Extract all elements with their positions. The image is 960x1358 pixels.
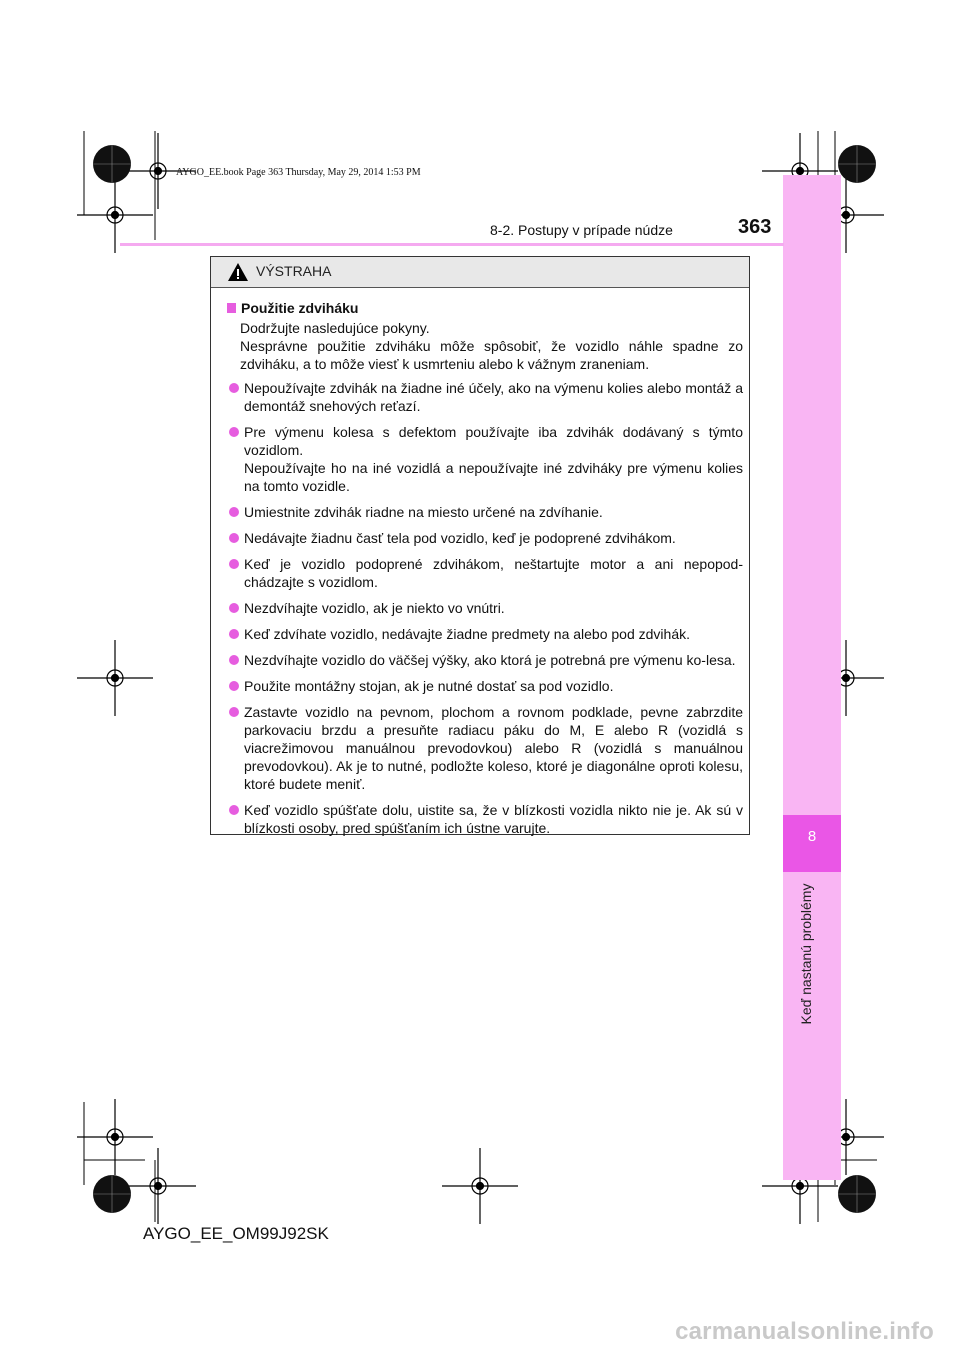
chapter-number: 8 bbox=[807, 828, 817, 845]
bullet-item: Pre výmenu kolesa s defektom používajte iba zdvihák dodávaný s týmto vozidlom. Nepoužívajte ho na iné vozidlá a nepoužívajte iné zdviháky pre výmenu kolies na tomto vozidle. bbox=[227, 423, 743, 495]
warning-box bbox=[210, 256, 750, 835]
chapter-label: Keď nastanú problémy bbox=[798, 883, 814, 1025]
bullet-dot-icon bbox=[229, 707, 239, 717]
footer-code: AYGO_EE_OM99J92SK bbox=[143, 1224, 329, 1243]
bullet-dot-icon bbox=[229, 629, 239, 639]
book-info: AYGO_EE.book Page 363 Thursday, May 29, 2014 1:53 PM bbox=[176, 167, 421, 178]
intro-paragraph: Nesprávne použitie zdviháku môže spôsobiť, že vozidlo náhle spadne zo zdviháku, a to môže viesť k usmrteniu alebo k vážnym zraneniam. bbox=[240, 338, 743, 372]
bullet-item: Keď zdvíhate vozidlo, nedávajte žiadne predmety na alebo pod zdvihák. bbox=[227, 625, 743, 643]
bullet-item: Nezdvíhajte vozidlo, ak je niekto vo vnútri. bbox=[227, 599, 743, 617]
bullet-dot-icon bbox=[229, 655, 239, 665]
bullet-item: Umiestnite zdvihák riadne na miesto určené na zdvíhanie. bbox=[227, 503, 743, 521]
bullet-item: Použite montážny stojan, ak je nutné dostať sa pod vozidlo. bbox=[227, 677, 743, 695]
bullet-item: Nezdvíhajte vozidlo do väčšej výšky, ako ktorá je potrebná pre výmenu ko-lesa. bbox=[227, 651, 743, 669]
warning-title: VÝSTRAHA bbox=[256, 263, 332, 279]
bullet-item: Keď je vozidlo podoprené zdvihákom, neštartujte motor a ani nepopod-chádzajte s vozidlom. bbox=[227, 555, 743, 591]
bullet-dot-icon bbox=[229, 427, 239, 437]
bullet-dot-icon bbox=[229, 681, 239, 691]
warning-icon bbox=[227, 262, 249, 282]
intro-line: Dodržujte nasledujúce pokyny. bbox=[240, 320, 430, 336]
bullet-item: Zastavte vozidlo na pevnom, plochom a rovnom podklade, pevne zabrzdite parkovaciu brzdu a presuňte radiacu páku do M, E alebo R (vozidlá s viacrežimovou manuálnou prevodovkou) alebo R (vozidlá s manuálnou prevodovkou). Ak je to nutné, podložte koleso, ktoré je diagonálne oproti kolesu, ktoré budete meniť. bbox=[227, 703, 743, 793]
bullet-dot-icon bbox=[229, 507, 239, 517]
bullet-item: Keď vozidlo spúšťate dolu, uistite sa, že v blízkosti vozidla nikto nie je. Ak sú v blízkosti osoby, pred spúšťaním ich ústne varujte. bbox=[227, 801, 743, 837]
header-rule bbox=[120, 243, 784, 246]
bullet-dot-icon bbox=[229, 559, 239, 569]
watermark: carmanualsonline.info bbox=[675, 1318, 934, 1345]
bullet-item: Nedávajte žiadnu časť tela pod vozidlo, keď je podoprené zdvihákom. bbox=[227, 529, 743, 547]
bullet-dot-icon bbox=[229, 805, 239, 815]
section-heading: Použitie zdviháku bbox=[227, 299, 743, 317]
square-bullet-icon bbox=[227, 303, 236, 313]
bullet-item: Nepoužívajte zdvihák na žiadne iné účely, ako na výmenu kolies alebo montáž a demontáž snehových reťazí. bbox=[227, 379, 743, 415]
section-title: 8-2. Postupy v prípade núdze bbox=[490, 222, 673, 238]
bullet-dot-icon bbox=[229, 533, 239, 543]
bullet-dot-icon bbox=[229, 383, 239, 393]
bullet-list bbox=[227, 379, 743, 837]
page-number: 363 bbox=[738, 216, 772, 238]
warning-body bbox=[227, 299, 743, 845]
bullet-dot-icon bbox=[229, 603, 239, 613]
warning-header bbox=[211, 257, 749, 288]
